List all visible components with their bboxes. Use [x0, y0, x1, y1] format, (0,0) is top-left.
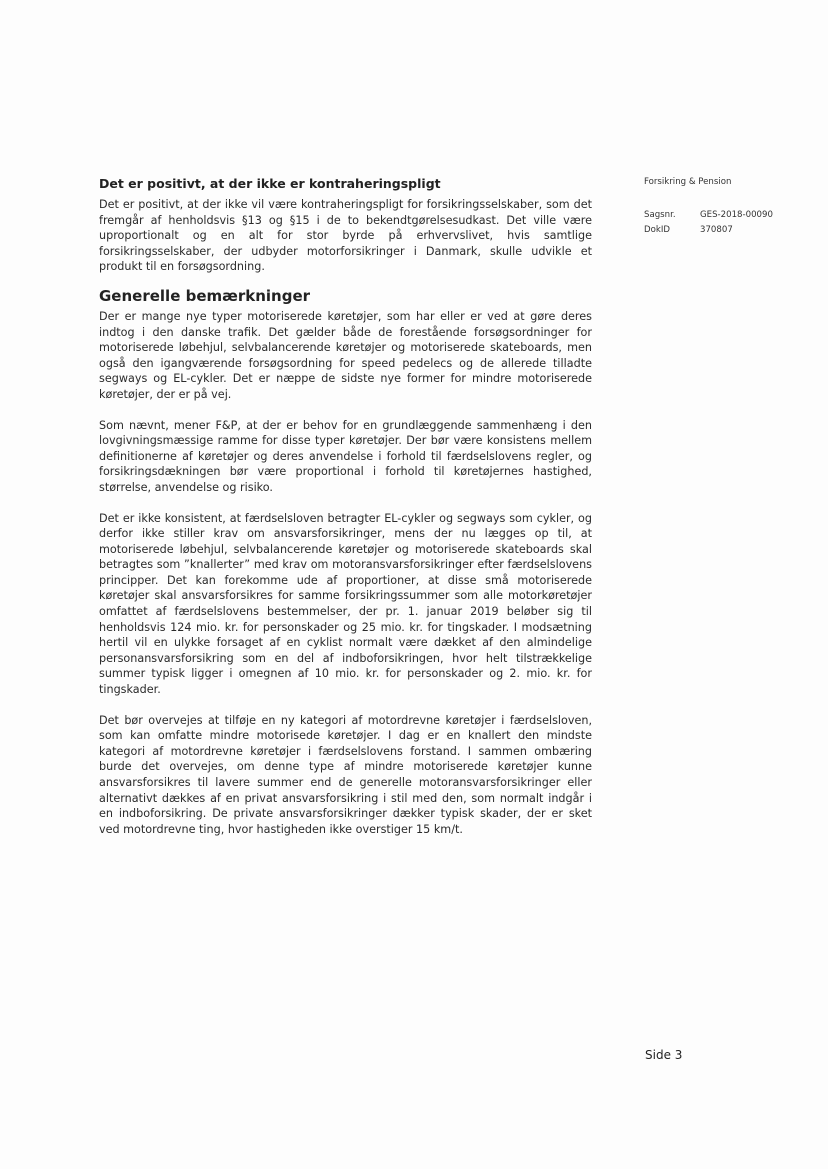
meta-value: GES-2018-00090 — [700, 210, 773, 220]
meta-label: DokID — [644, 225, 671, 235]
meta-row-doc-id — [644, 223, 773, 238]
paragraph: Det bør overvejes at tilføje en ny kategori af motordrevne køretøjer i færdselsloven, som kan omfatte mindre motorisede køretøjer. I dag er en knallert den mindste kategori af motordrevne køretøjer i færdselslovens forstand. I sammen ombæring burde det overvejes, om denne type af mindre motoriserede køretøjer kunne ansvarsforsikres til lavere summer end de generelle motoransvarsforsikringer eller alternativt dækkes af en privat ansvarsforsikring i stil med den, som normalt indgår i en indboforsikring. De private ansvarsforsikringer dækker typisk skader, der er sket ved motordrevne ting, hvor hastigheden ikke overstiger 15 km/t. — [99, 713, 592, 836]
meta-row-case-number — [644, 208, 773, 223]
page-number: Side 3 — [645, 1048, 683, 1062]
main-content — [99, 176, 592, 852]
paragraph: Der er mange nye typer motoriserede køretøjer, som har eller er ved at gøre deres indtog i den danske trafik. Det gælder både de forestående forsøgsordninger for motoriserede løbehjul, selvbalancerende køretøjer og motoriserede skateboards, men også den igangværende forsøgsordning for speed pedelecs og de allerede tilladte segways og EL-cykler. Det er næppe de sidste nye former for mindre motoriserede køretøjer, der er på vej. — [99, 309, 592, 401]
paragraph: Som nævnt, mener F&P, at der er behov for en grundlæggende sammenhæng i den lovgivningsmæssige ramme for disse typer køretøjer. Der bør være konsistens mellem definitionerne af køretøjer og deres anvendelse i forhold til færdselslovens regler, og forsikringsdækningen bør være proportional i forhold til køretøjernes hastighed, størrelse, anvendelse og risiko. — [99, 418, 592, 494]
meta-value: 370807 — [700, 225, 733, 235]
paragraph: Det er positivt, at der ikke vil være kontraheringspligt for forsikringsselskaber, som det fremgår af henholdsvis §13 og §15 i de to bekendtgørelsesudkast. Det ville være uproportionalt og en alt for stor byrde på erhvervslivet, hvis samtlige forsikringsselskaber, der udbyder motorforsikringer i Danmark, skulle udvikle et produkt til en forsøgsordning. — [99, 198, 592, 274]
organization-name: Forsikring & Pension — [644, 177, 732, 187]
document-meta — [644, 208, 773, 238]
paragraph: Det er ikke konsistent, at færdselsloven betragter EL-cykler og segways som cykler, og derfor ikke stiller krav om ansvarsforsikringer, mens der nu lægges op til, at motoriserede løbehjul, selvbalancerende køretøjer og motoriserede skateboards skal betragtes som ”knallerter” med krav om motoransvarsforsikringer efter færdselslovens principper. Det kan forekomme ude af proportioner, at disse små motoriserede køretøjer skal ansvarsforsikres for samme forsikringssummer som alle motorkøretøjer omfattet af færdselslovens bestemmelser, der pr. 1. januar 2019 beløber sig til henholdsvis 124 mio. kr. for personskader og 25 mio. kr. for tingskader. I modsætning hertil vil en ulykke forsaget af en cyklist normalt være dækket af den almindelige personansvarsforsikring som en del af indboforsikringen, hvor helt tilstrækkelige summer typisk ligger i omegnen af 10 mio. kr. for personskader og 2. mio. kr. for tingskader. — [99, 511, 592, 697]
section-heading-contract-obligation: Det er positivt, at der ikke er kontraheringspligt — [99, 176, 441, 191]
section-heading-general-remarks: Generelle bemærkninger — [99, 286, 311, 305]
meta-label: Sagsnr. — [644, 210, 676, 220]
